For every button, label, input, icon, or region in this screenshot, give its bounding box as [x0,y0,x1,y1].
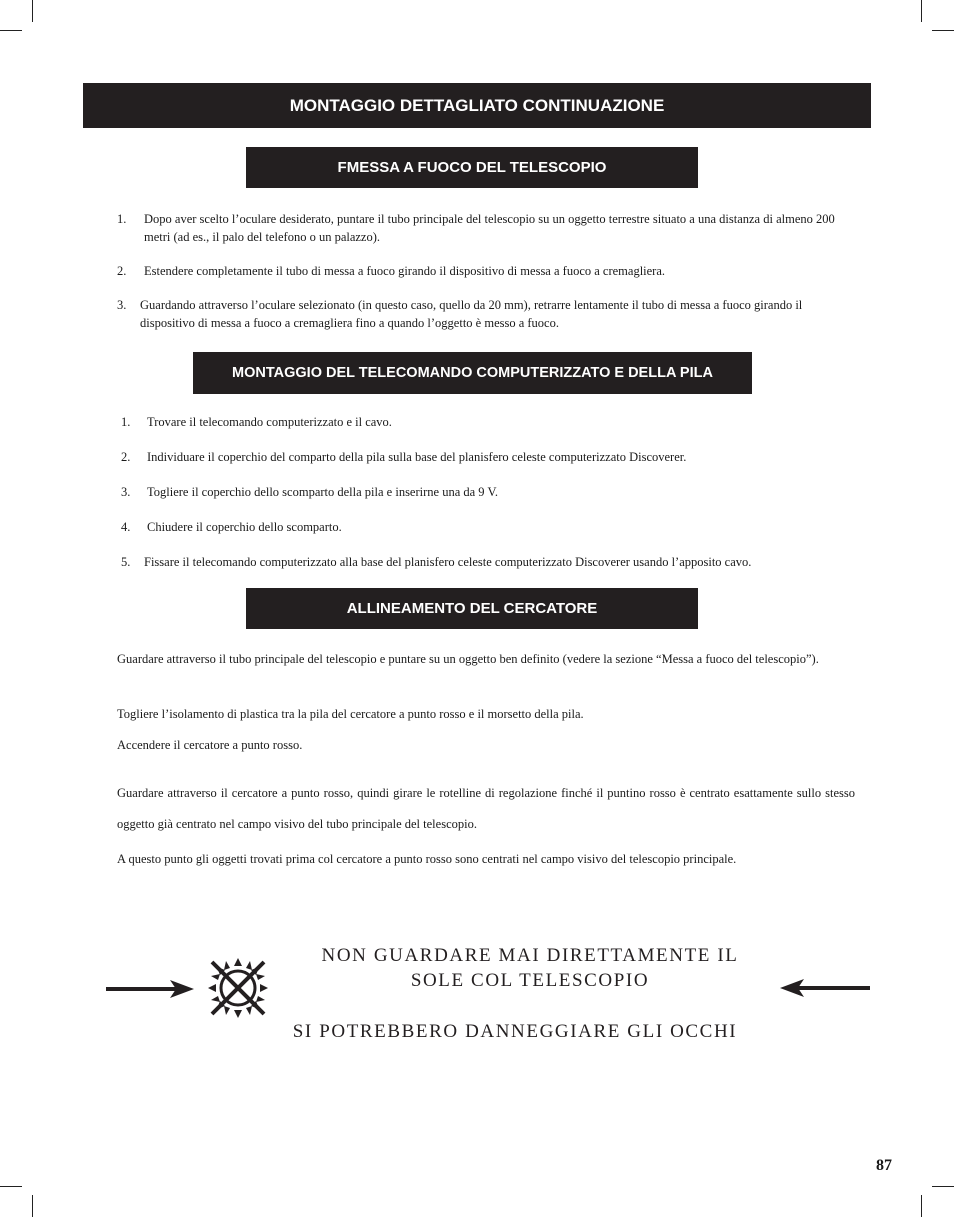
header-bar [83,83,871,128]
item-number: 3. [117,298,127,312]
crop-mark [32,1195,33,1217]
arrow-left-icon [778,978,870,998]
finder-paragraph: Guardare attraverso il cercatore a punto rosso, quindi girare le rotelline di regolazione finché il puntino rosso è centrato esattamente sullo stesso oggetto già centrato nel campo visivo del tubo principale del telescopio. [117,786,855,831]
list-item [117,262,837,280]
item-number: 1. [121,415,131,429]
item-number: 4. [121,520,131,534]
item-text: Individuare il coperchio del comparto della pila sulla base del planisfero celeste computerizzato Discoverer. [147,450,687,464]
crop-mark [921,1195,922,1217]
arrow-right-icon [106,979,196,999]
item-number: 1. [117,212,127,226]
item-text: Trovare il telecomando computerizzato e il cavo. [147,415,392,429]
remote-steps-list [121,414,841,571]
section-focus-title: FMESSA A FUOCO DEL TELESCOPIO [337,159,607,176]
section-remote-title-bar [193,352,752,394]
crop-mark [921,0,922,22]
item-text: Dopo aver scelto l’oculare desiderato, puntare il tubo principale del telescopio su un oggetto terrestre situato a una distanza di almeno 200 metri (ad es., il palo del telefono o un palazzo). [144,212,835,244]
item-number: 2. [121,450,131,464]
crop-mark [932,30,954,31]
section-finder-title-bar [246,588,698,629]
crop-mark [32,0,33,22]
warning-line-1: NON GUARDARE MAI DIRETTAMENTE IL [321,945,739,966]
item-text: Chiudere il coperchio dello scomparto. [147,520,342,534]
list-item [121,449,841,466]
list-item [117,296,820,332]
list-item [117,210,837,246]
finder-paragraph: Togliere l’isolamento di plastica tra la pila del cercatore a punto rosso e il morsetto della pila. [117,707,584,721]
list-item [121,414,841,431]
item-text: Fissare il telecomando computerizzato alla base del planisfero celeste computerizzato Discoverer usando l’apposito cavo. [144,555,752,569]
item-text: Guardando attraverso l’oculare selezionato (in questo caso, quello da 20 mm), retrarre lentamente il tubo di messa a fuoco girando il dispositivo di messa a fuoco a cremagliera fino a quando l’oggetto è messo a fuoco. [140,298,803,330]
finder-paragraph: Guardare attraverso il tubo principale del telescopio e puntare su un oggetto ben definito (vedere la sezione “Messa a fuoco del telescopio”). [117,652,819,666]
finder-paragraph: Accendere il cercatore a punto rosso. [117,738,303,752]
list-item [121,519,841,536]
item-number: 2. [117,264,127,278]
item-number: 3. [121,485,131,499]
section-remote-title: MONTAGGIO DEL TELECOMANDO COMPUTERIZZATO E DELLA PILA [232,365,713,381]
item-number: 5. [121,555,131,569]
crop-mark [0,1186,22,1187]
crop-mark [932,1186,954,1187]
list-item [121,484,841,501]
finder-paragraph: A questo punto gli oggetti trovati prima col cercatore a punto rosso sono centrati nel campo visivo del telescopio principale. [117,852,737,866]
section-focus-title-bar [246,147,698,188]
item-text: Estendere completamente il tubo di messa a fuoco girando il dispositivo di messa a fuoco a cremagliera. [144,264,666,278]
page-number: 87 [876,1157,892,1174]
header-title: MONTAGGIO DETTAGLIATO CONTINUAZIONE [289,95,665,115]
section-finder-title: ALLINEAMENTO DEL CERCATORE [346,600,598,617]
item-text: Togliere il coperchio dello scomparto della pila e inserirne una da 9 V. [147,485,498,499]
crop-mark [0,30,22,31]
focus-steps-list [117,210,837,332]
list-item [121,554,841,571]
warning-line-3: SI POTREBBERO DANNEGGIARE GLI OCCHI [292,1021,738,1042]
no-sun-icon [207,957,269,1019]
warning-line-2: SOLE COL TELESCOPIO [410,970,650,991]
